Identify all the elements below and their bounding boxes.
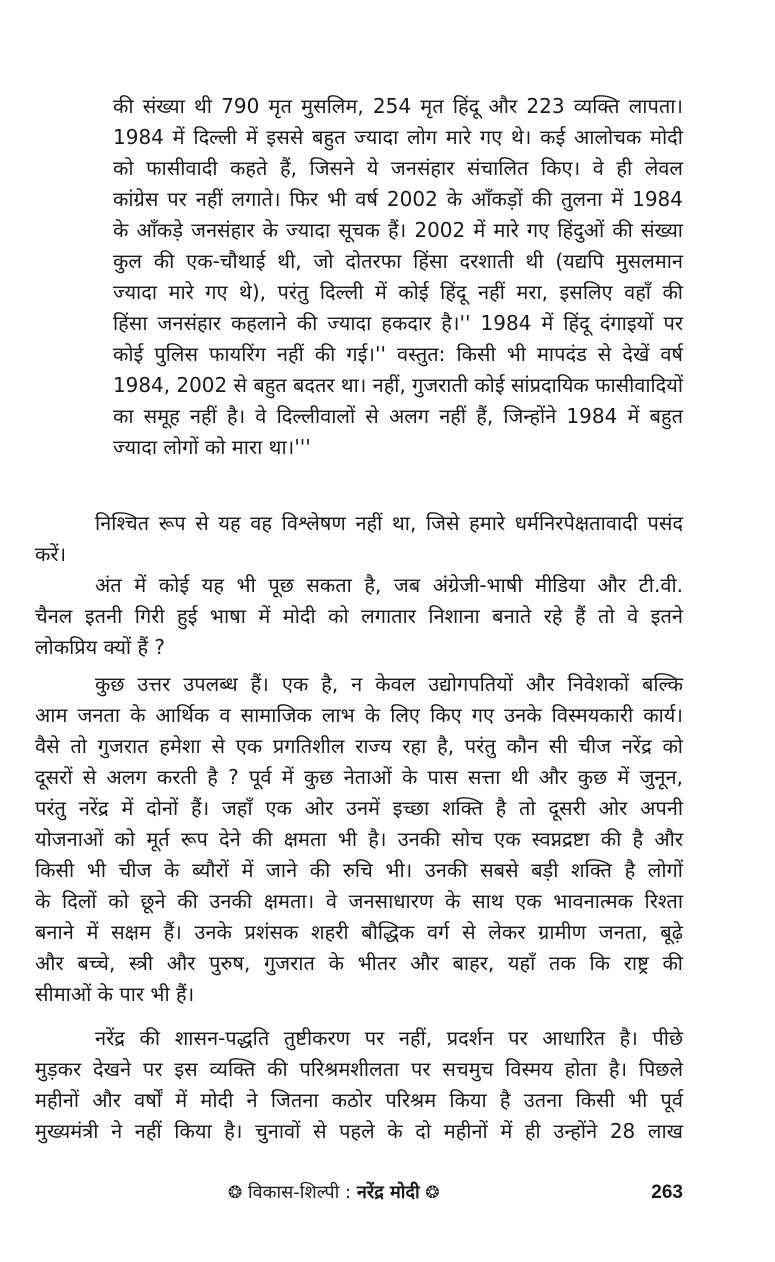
paragraph-line: लोकप्रिय क्यों हैं ? [35, 635, 166, 659]
paragraph-line: दूसरों से अलग करती है ? पूर्व में कुछ नेताओं के पास सत्ता थी और कुछ में जुनून, [35, 765, 683, 789]
paragraph-line: कुछ उत्तर उपलब्ध हैं। एक है, न केवल उद्योगपतियों और निवेशकों बल्कि [95, 672, 683, 696]
paragraph-line: परंतु नरेंद्र में दोनों हैं। जहाँ एक ओर उनमें इच्छा शक्ति है तो दूसरी ओर अपनी [35, 796, 683, 820]
quote-line: के आँकड़े जनसंहार के ज्यादा सूचक हैं। 2002 में मारे गए हिंदुओं की संख्या [113, 218, 683, 242]
book-title: विकास-शिल्पी : [247, 1182, 352, 1203]
quote-line: कोई पुलिस फायरिंग नहीं की गई।'' वस्तुत: किसी भी मापदंड से देखें वर्ष [113, 342, 683, 366]
paragraph-line: निश्चित रूप से यह वह विश्लेषण नहीं था, जिसे हमारे धर्मनिरपेक्षतावादी पसंद [95, 511, 683, 535]
paragraph-line: मुख्यमंत्री ने नहीं किया है। चुनावों से पहले के दो महीनों में ही उन्होंने 28 लाख [35, 1119, 683, 1143]
paragraph-line: आम जनता के आर्थिक व सामाजिक लाभ के लिए किए गए उनके विस्मयकारी कार्य। [35, 703, 683, 727]
quote-line: 1984 में दिल्ली में इससे बहुत ज्यादा लोग मारे गए थे। कई आलोचक मोदी [113, 125, 683, 149]
paragraph-line: सीमाओं के पार भी हैं। [35, 982, 195, 1006]
quote-line: कांग्रेस पर नहीं लगाते। फिर भी वर्ष 2002 के आँकड़ों की तुलना में 1984 [113, 187, 683, 211]
paragraph-line: करें। [35, 542, 67, 566]
page-number: 263 [651, 1182, 683, 1203]
quote-line: को फासीवादी कहते हैं, जिसने ये जनसंहार संचालित किए। वे ही लेवल [113, 156, 683, 180]
paragraph-line: और बच्चे, स्त्री और पुरुष, गुजरात के भीतर और बाहर, यहाँ तक कि राष्ट्र की [35, 951, 683, 975]
quote-line: ज्यादा मारे गए थे), परंतु दिल्ली में कोई हिंदू नहीं मरा, इसलिए वहाँ की [113, 280, 683, 304]
subject-name: नरेंद्र मोदी [356, 1182, 420, 1203]
quote-line: हिंसा जनसंहार कहलाने की ज्यादा हकदार है।'' 1984 में हिंदू दंगाइयों पर [113, 311, 683, 335]
paragraph-line: किसी भी चीज के ब्यौरों में जाने की रुचि भी। उनकी सबसे बड़ी शक्ति है लोगों [35, 858, 683, 882]
quote-line: ज्यादा लोगों को मारा था।''' [113, 435, 311, 459]
paragraph-line: बनाने में सक्षम हैं। उनके प्रशंसक शहरी बौद्धिक वर्ग से लेकर ग्रामीण जनता, बूढ़े [35, 920, 683, 944]
page-footer [228, 1178, 683, 1208]
flower-ornament-icon: ❂ [425, 1183, 440, 1203]
paragraph-line: मुड़कर देखने पर इस व्यक्ति की परिश्रमशीलता पर सचमुच विस्मय होता है। पिछले [35, 1057, 683, 1081]
paragraph-line: वैसे तो गुजरात हमेशा से एक प्रगतिशील राज्य रहा है, परंतु कौन सी चीज नरेंद्र को [35, 734, 683, 758]
paragraph-line: नरेंद्र की शासन-पद्धति तुष्टीकरण पर नहीं, प्रदर्शन पर आधारित है। पीछे [95, 1026, 683, 1050]
paragraph-line: महीनों और वर्षों में मोदी ने जितना कठोर परिश्रम किया है उतना किसी भी पूर्व [35, 1088, 683, 1112]
quote-line: कुल की एक-चौथाई थी, जो दोतरफा हिंसा दरशाती थी (यद्यपि मुसलमान [113, 249, 683, 273]
quote-line: 1984, 2002 से बहुत बदतर था। नहीं, गुजराती कोई सांप्रदायिक फासीवादियों [113, 373, 683, 397]
paragraph-line: के दिलों को छूने की उनकी क्षमता। वे जनसाधारण के साथ एक भावनात्मक रिश्ता [35, 889, 683, 913]
flower-ornament-icon: ❂ [228, 1183, 243, 1203]
paragraph-line: अंत में कोई यह भी पूछ सकता है, जब अंग्रेजी-भाषी मीडिया और टी.वी. [95, 573, 683, 597]
paragraph-line: चैनल इतनी गिरी हुई भाषा में मोदी को लगातार निशाना बनाते रहे हैं तो वे इतने [35, 604, 683, 628]
quote-line: का समूह नहीं है। वे दिल्लीवालों से अलग नहीं हैं, जिन्होंने 1984 में बहुत [113, 404, 683, 428]
quote-line: की संख्या थी 790 मृत मुसलिम, 254 मृत हिंदू और 223 व्यक्ति लापता। [113, 94, 683, 118]
paragraph-line: योजनाओं को मूर्त रूप देने की क्षमता भी है। उनकी सोच एक स्वप्नद्रष्टा की है और [35, 827, 683, 851]
